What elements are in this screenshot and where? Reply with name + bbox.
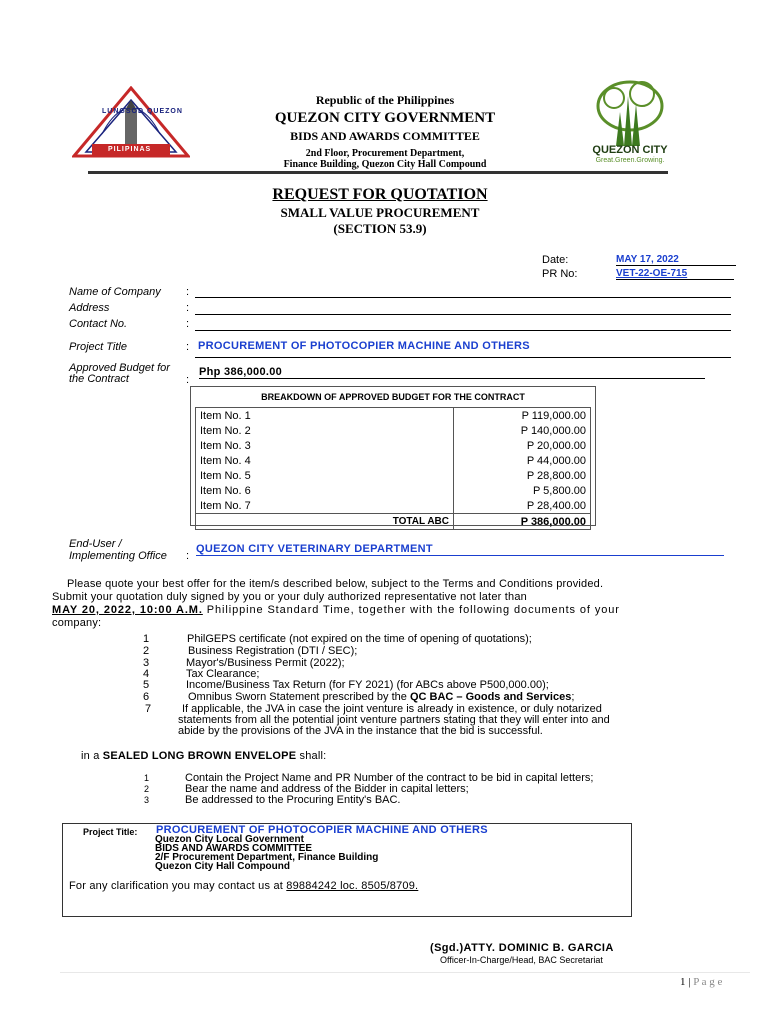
item-label: Item No. 3 (196, 438, 454, 453)
item-amount: P 44,000.00 (526, 454, 586, 467)
budget-label-1: Approved Budget for (69, 362, 170, 374)
pr-label: PR No: (542, 268, 578, 280)
contact-label: Contact No. (69, 318, 128, 330)
breakdown-grid (195, 407, 591, 530)
box-contact: For any clarification you may contact us at 89884242 loc. 8505/8709. (69, 880, 419, 892)
date-value: MAY 17, 2022 (616, 254, 736, 266)
envelope-intro: in a SEALED LONG BROWN ENVELOPE shall: (81, 750, 327, 762)
env-item-2-num: 2 (144, 784, 150, 794)
doc-text-6: Omnibus Sworn Statement prescribed by the QC BAC – Goods and Services; (188, 691, 575, 703)
doc-item-7: 7 (145, 703, 152, 715)
item-label: Item No. 2 (196, 423, 454, 438)
breakdown-total-row (196, 514, 591, 530)
address-line (195, 314, 731, 315)
total-value: P 386,000.00 (520, 515, 586, 528)
doc-item-6: 6 (143, 691, 150, 703)
env-item-3: Be addressed to the Procuring Entity's BAC. (185, 794, 401, 806)
logo-tagline: Great.Green.Growing. (595, 157, 665, 164)
enduser-colon: : (186, 550, 190, 562)
breakdown-row (196, 408, 591, 424)
enduser-label-1: End-User / (69, 538, 122, 550)
budget-colon: : (186, 374, 190, 386)
company-colon: : (186, 286, 190, 298)
seal-text-bottom: PILIPINAS (108, 146, 152, 153)
breakdown-row (196, 423, 591, 438)
deadline: MAY 20, 2022, 10:00 A.M. (52, 604, 203, 616)
box-label: Project Title: (83, 827, 138, 837)
item-amount: P 28,800.00 (526, 469, 586, 482)
intro-line-1: Please quote your best offer for the item/s described below, subject to the Terms and Conditions provided. (67, 578, 604, 590)
box-line-3: 2/F Procurement Department, Finance Building (155, 852, 379, 863)
breakdown-row (196, 483, 591, 498)
title-sub-1: SMALL VALUE PROCUREMENT (280, 205, 480, 220)
doc-text-3: Mayor's/Business Permit (2022); (186, 657, 345, 669)
item-amount: P 119,000.00 (521, 409, 586, 422)
item-label: Item No. 7 (196, 498, 454, 514)
item-amount: P 140,000.00 (520, 424, 586, 437)
doc-text-7-line-2: statements from all the potential joint venture partners stating that they will enter into and (178, 714, 610, 726)
budget-value: Php 386,000.00 (199, 366, 705, 379)
page-separator: | (688, 976, 691, 988)
breakdown-row (196, 453, 591, 468)
intro-line-2: Submit your quotation duly signed by you or your duly authorized representative not later than (52, 591, 527, 603)
address-line-1: 2nd Floor, Procurement Department, (305, 148, 465, 159)
breakdown-table (190, 386, 596, 526)
intro-line-4: company: (52, 617, 102, 629)
project-line (195, 357, 731, 358)
item-amount: P 20,000.00 (526, 439, 586, 452)
address-label: Address (69, 302, 110, 314)
seal-text-top: LUNGSOD QUEZON (102, 108, 183, 115)
breakdown-row (196, 468, 591, 483)
signatory-name: (Sgd.)ATTY. DOMINIC B. GARCIA (430, 942, 614, 954)
doc-item-5: 5 (143, 679, 150, 691)
item-label: Item No. 4 (196, 453, 454, 468)
government-name: QUEZON CITY GOVERNMENT (274, 110, 496, 126)
doc-text-2: Business Registration (DTI / SEC); (188, 645, 358, 657)
enduser-value: QUEZON CITY VETERINARY DEPARTMENT (196, 543, 724, 556)
doc-item-2: 2 (143, 645, 150, 657)
box-project-title: PROCUREMENT OF PHOTOCOPIER MACHINE AND OTHERS (156, 824, 488, 836)
doc-text-5: Income/Business Tax Return (for FY 2021) (for ABCs above P500,000.00); (186, 679, 549, 691)
intro-line-3-rest: Philippine Standard Time, together with the following documents of your (202, 604, 620, 616)
breakdown-title: BREAKDOWN OF APPROVED BUDGET FOR THE CONTRACT (261, 392, 525, 402)
doc-text-4: Tax Clearance; (186, 668, 260, 680)
doc-text-7-line-3: abide by the provisions of the JVA in the instance that the bid is successful. (178, 725, 543, 737)
project-label: Project Title (69, 341, 127, 353)
breakdown-row (196, 498, 591, 514)
title-sub-2: (SECTION 53.9) (333, 221, 427, 236)
quezon-city-logo (580, 78, 680, 174)
env-item-3-num: 3 (144, 795, 150, 805)
header-rule (88, 171, 668, 174)
contact-line (195, 330, 731, 331)
republic-line: Republic of the Philippines (315, 93, 455, 107)
address-line-2: Finance Building, Quezon City Hall Compound (283, 159, 487, 170)
logo-name: QUEZON CITY (592, 144, 668, 156)
item-amount: P 5,800.00 (532, 484, 586, 497)
date-label: Date: (542, 254, 569, 266)
total-label: TOTAL ABC (196, 514, 454, 530)
committee-name: BIDS AND AWARDS COMMITTEE (290, 129, 480, 143)
pr-value: VET-22-OE-715 (616, 268, 734, 280)
intro-line-3 (52, 604, 742, 617)
doc-item-3: 3 (143, 657, 150, 669)
city-seal (72, 86, 190, 160)
company-line (195, 297, 731, 298)
project-title-value: PROCUREMENT OF PHOTOCOPIER MACHINE AND OTHERS (198, 340, 530, 352)
env-item-1: Contain the Project Name and PR Number of the contract to be bid in capital letters; (185, 772, 594, 784)
contact-colon: : (186, 318, 190, 330)
budget-label-2: the Contract (69, 373, 129, 385)
footer-rule (60, 972, 750, 973)
box-line-2: BIDS AND AWARDS COMMITTEE (155, 843, 313, 854)
document-title: REQUEST FOR QUOTATION (272, 186, 488, 203)
item-label: Item No. 1 (196, 408, 454, 424)
box-line-4: Quezon City Hall Compound (155, 861, 290, 872)
breakdown-row (196, 438, 591, 453)
page-number: 1 (680, 976, 686, 988)
doc-item-4: 4 (143, 668, 150, 680)
doc-text-1: PhilGEPS certificate (not expired on the time of opening of quotations); (187, 633, 532, 645)
page-word: P a g e (693, 976, 723, 988)
doc-item-1: 1 (143, 633, 150, 645)
item-label: Item No. 6 (196, 483, 454, 498)
item-amount: P 28,400.00 (526, 499, 586, 512)
company-label: Name of Company (69, 286, 161, 298)
env-item-2: Bear the name and address of the Bidder in capital letters; (185, 783, 469, 795)
project-box (62, 823, 632, 917)
page-footer (680, 976, 722, 988)
box-line-1: Quezon City Local Government (155, 834, 304, 845)
project-colon: : (186, 341, 190, 353)
enduser-label-2: Implementing Office (69, 550, 167, 562)
signatory-position: Officer-In-Charge/Head, BAC Secretariat (440, 955, 603, 965)
env-item-1-num: 1 (144, 773, 150, 783)
item-label: Item No. 5 (196, 468, 454, 483)
address-colon: : (186, 302, 190, 314)
contact-number: 89884242 loc. 8505/8709. (286, 880, 419, 892)
doc-text-7-line-1: If applicable, the JVA in case the joint venture is already in existence, or duly notarized (182, 703, 602, 715)
